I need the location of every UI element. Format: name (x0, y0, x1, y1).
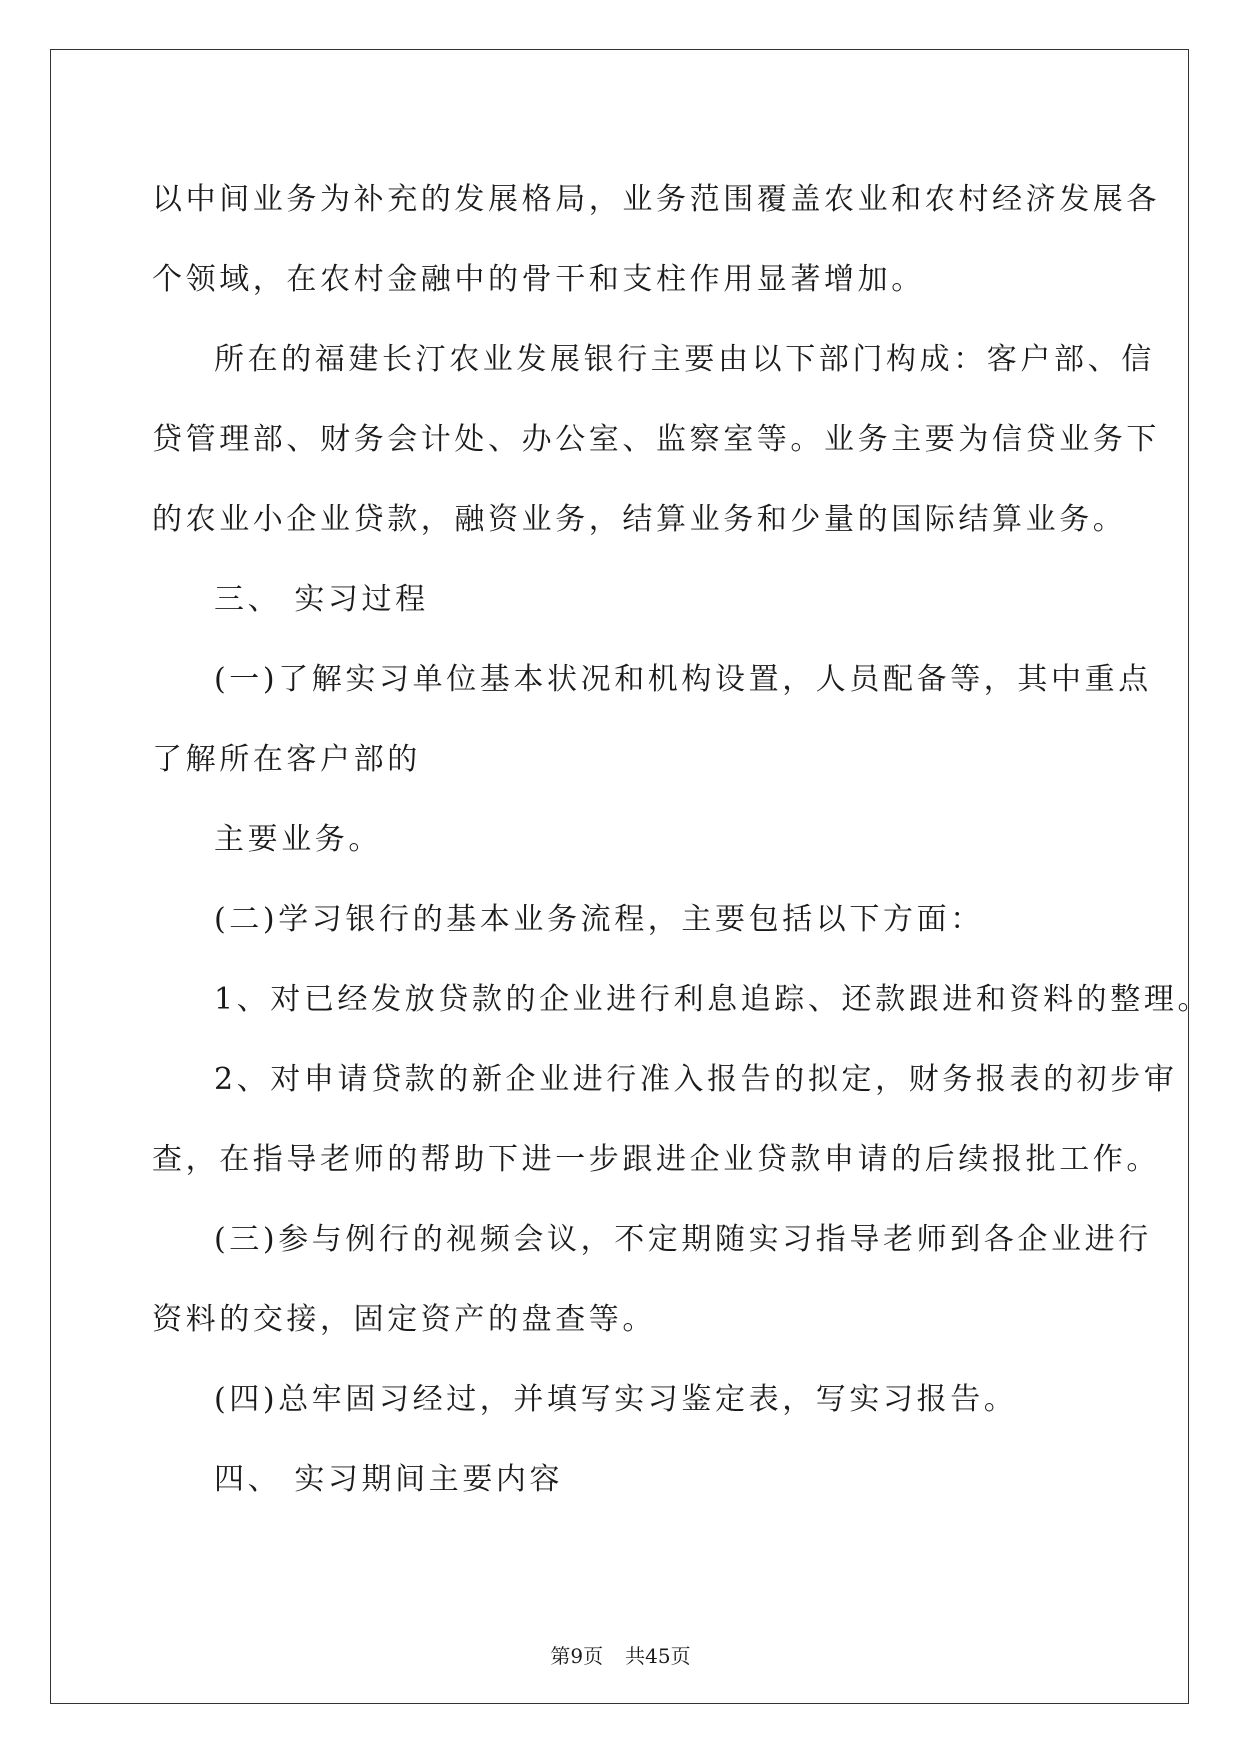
text-line: 以中间业务为补充的发展格局，业务范围覆盖农业和农村经济发展各 (152, 182, 1160, 217)
section-heading-4: 四、 实习期间主要内容 (214, 1462, 564, 1497)
text-line: (一)了解实习单位基本状况和机构设置，人员配备等，其中重点 (214, 662, 1152, 697)
text-line: 的农业小企业贷款，融资业务，结算业务和少量的国际结算业务。 (152, 502, 1127, 537)
document-body (152, 160, 1212, 1520)
text-line: 2、对申请贷款的新企业进行准入报告的拟定，财务报表的初步审 (214, 1062, 1178, 1097)
text-line: (三)参与例行的视频会议，不定期随实习指导老师到各企业进行 (214, 1222, 1152, 1257)
text-line: 查，在指导老师的帮助下进一步跟进企业贷款申请的后续报批工作。 (152, 1142, 1160, 1177)
page-footer (0, 1640, 1241, 1669)
text-line: 1、对已经发放贷款的企业进行利息追踪、还款跟进和资料的整理。 (214, 982, 1212, 1017)
text-line: 个领域，在农村金融中的骨干和支柱作用显著增加。 (152, 262, 925, 297)
text-line: 所在的福建长汀农业发展银行主要由以下部门构成：客户部、信 (214, 342, 1155, 377)
text-line: (二)学习银行的基本业务流程，主要包括以下方面： (214, 902, 984, 937)
section-heading-3: 三、 实习过程 (214, 582, 429, 617)
text-line: 贷管理部、财务会计处、办公室、监察室等。业务主要为信贷业务下 (152, 422, 1160, 457)
total-pages-label: 共45页 (625, 1644, 691, 1668)
text-line: 主要业务。 (214, 822, 382, 857)
text-line: 了解所在客户部的 (152, 742, 421, 777)
text-line: (四)总牢固习经过，并填写实习鉴定表，写实习报告。 (214, 1382, 1018, 1417)
current-page-label: 第9页 (550, 1644, 604, 1668)
text-line: 资料的交接，固定资产的盘查等。 (152, 1302, 656, 1337)
